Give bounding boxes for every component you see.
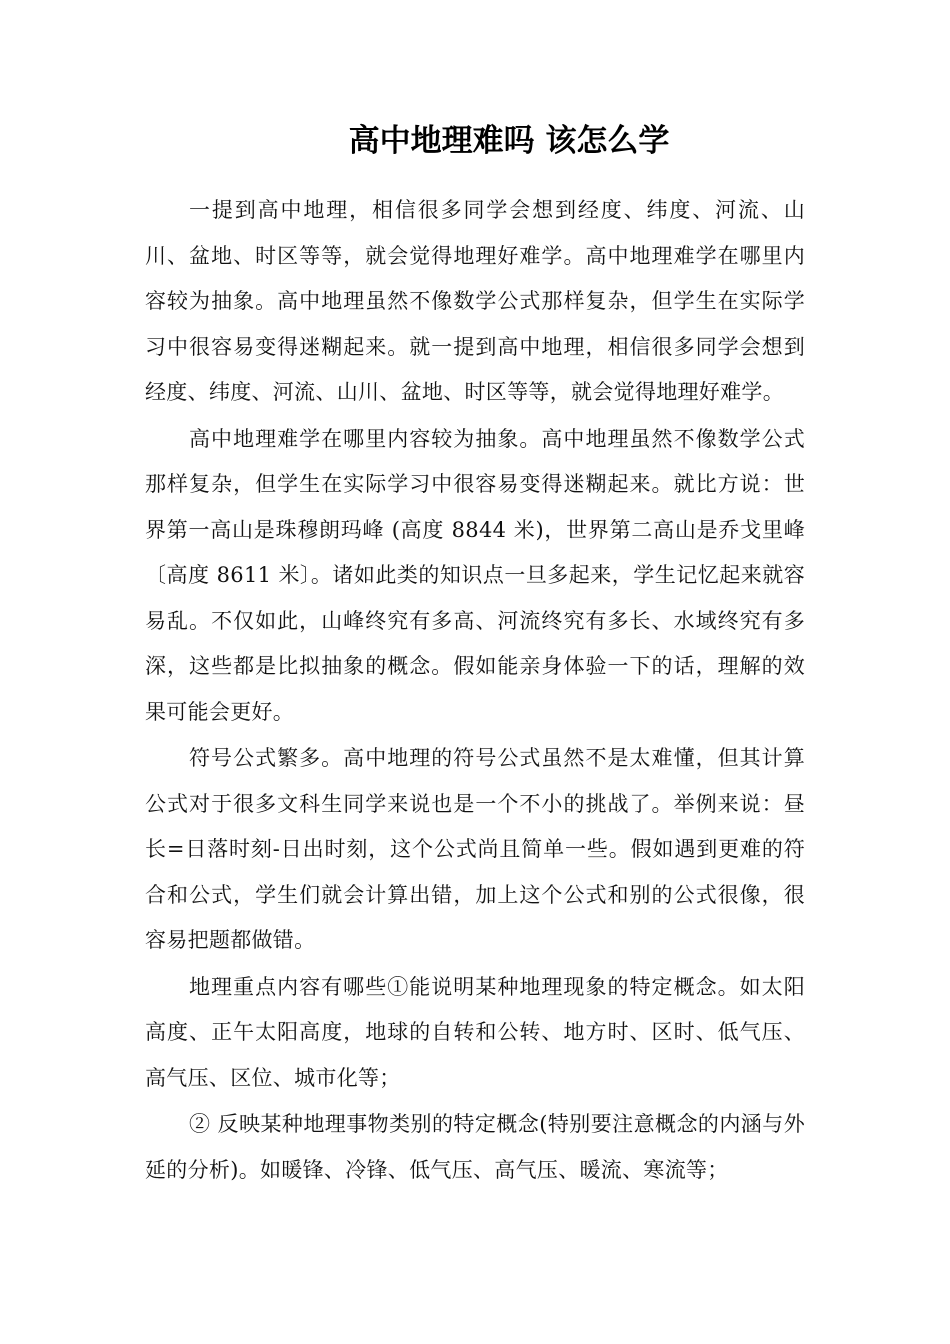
- document-body: [145, 188, 805, 1193]
- paragraph-key-points-2: ② 反映某种地理事物类别的特定概念(特别要注意概念的内涵与外延的分析)。如暖锋、冷锋、低气压、高气压、暖流、寒流等；: [145, 1112, 805, 1182]
- paragraph-formulas: 符号公式繁多。高中地理的符号公式虽然不是太难懂，但其计算公式对于很多文科生同学来说也是一个不小的挑战了。举例来说：昼长=日落时刻-日出时刻，这个公式尚且简单一些。假如遇到更难的符合和公式，学生们就会计算出错，加上这个公式和别的公式很像，很容易把题都做错。: [145, 746, 805, 952]
- paragraph-intro: 一提到高中地理，相信很多同学会想到经度、纬度、河流、山川、盆地、时区等等，就会觉得地理好难学。高中地理难学在哪里内容较为抽象。高中地理虽然不像数学公式那样复杂，但学生在实际学习中很容易变得迷糊起来。就一提到高中地理，相信很多同学会想到经度、纬度、河流、山川、盆地、时区等等，就会觉得地理好难学。: [145, 198, 805, 404]
- paragraph-key-points-1: 地理重点内容有哪些①能说明某种地理现象的特定概念。如太阳高度、正午太阳高度，地球的自转和公转、地方时、区时、低气压、高气压、区位、城市化等；: [145, 974, 805, 1090]
- paragraph-abstract-content: 高中地理难学在哪里内容较为抽象。高中地理虽然不像数学公式那样复杂，但学生在实际学习中很容易变得迷糊起来。就比方说：世界第一高山是珠穆朗玛峰 (高度 8844 米)，世界第二高山是乔戈里峰〔高度 8611 米〕。诸如此类的知识点一旦多起来，学生记忆起来就容易乱。不仅如此，山峰终究有多高、河流终究有多长、水域终究有多深，这些都是比拟抽象的概念。假如能亲身体验一下的话，理解的效果可能会更好。: [145, 426, 805, 724]
- document-title: 高中地理难吗 该怎么学: [348, 123, 670, 159]
